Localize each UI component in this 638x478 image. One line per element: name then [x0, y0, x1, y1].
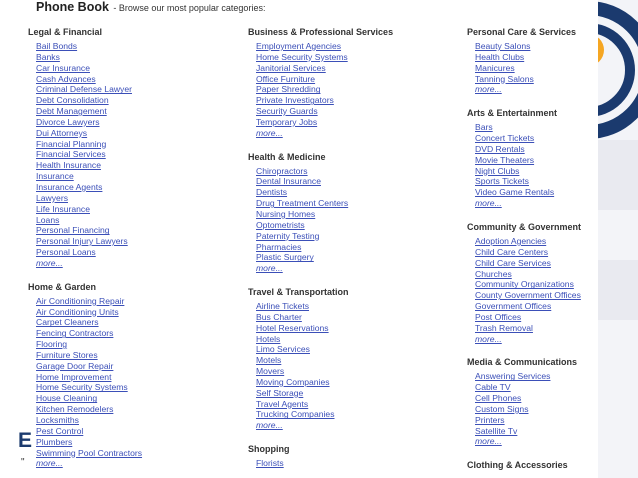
category-link-cable-tv[interactable]: Cable TV [475, 382, 511, 393]
category-link-paternity-testing[interactable]: Paternity Testing [256, 230, 320, 241]
list-item [256, 242, 448, 253]
category-link-lawyers[interactable]: Lawyers [36, 192, 68, 203]
category-link-home-security-systems[interactable]: Home Security Systems [36, 382, 128, 393]
category-link-sports-tickets[interactable]: Sports Tickets [475, 176, 529, 187]
category-link-air-conditioning-units[interactable]: Air Conditioning Units [36, 306, 119, 317]
category-link-trucking-companies[interactable]: Trucking Companies [256, 409, 335, 420]
category-link-dental-insurance[interactable]: Dental Insurance [256, 176, 321, 187]
category-link-private-investigators[interactable]: Private Investigators [256, 95, 334, 106]
list-item [36, 149, 228, 160]
category-link-printers[interactable]: Printers [475, 414, 505, 425]
category-title: Legal & Financial [28, 27, 103, 37]
list-item [475, 247, 598, 258]
background-band [595, 140, 638, 210]
list-item [475, 404, 598, 415]
more-link[interactable]: more... [475, 436, 502, 447]
list-item [36, 106, 228, 117]
list-item [256, 377, 448, 388]
category-personal-care-and-services [467, 27, 598, 95]
category-link-post-offices[interactable]: Post Offices [475, 311, 522, 322]
list-item [256, 252, 448, 263]
list-item [36, 160, 228, 171]
cropped-mark: " [21, 457, 25, 468]
category-link-government-offices[interactable]: Government Offices [475, 301, 552, 312]
category-links [467, 371, 598, 447]
list-item [36, 448, 228, 459]
category-link-life-insurance[interactable]: Life Insurance [36, 203, 90, 214]
category-link-custom-signs[interactable]: Custom Signs [475, 403, 529, 414]
category-arts-and-entertainment [467, 108, 598, 209]
list-item [475, 371, 598, 382]
more-link[interactable]: more... [256, 127, 283, 138]
category-title: Travel & Transportation [248, 287, 349, 298]
list-item [36, 63, 228, 74]
category-link-pharmacies[interactable]: Pharmacies [256, 241, 302, 252]
list-item [36, 328, 228, 339]
list-item [256, 128, 448, 139]
more-link[interactable]: more... [36, 257, 63, 268]
list-item [36, 317, 228, 328]
category-link-janitorial-services[interactable]: Janitorial Services [256, 62, 326, 73]
category-link-insurance[interactable]: Insurance [36, 171, 74, 182]
category-link-security-guards[interactable]: Security Guards [256, 106, 318, 117]
category-links [248, 301, 448, 431]
more-link[interactable]: more... [256, 420, 283, 431]
list-item [475, 415, 598, 426]
list-item [256, 420, 448, 431]
list-item [36, 458, 228, 469]
list-item [256, 344, 448, 355]
list-item [475, 74, 598, 85]
category-title: Health & Medicine [248, 151, 326, 162]
list-item [256, 458, 448, 469]
category-shopping [248, 444, 448, 469]
category-link-manicures[interactable]: Manicures [475, 62, 515, 73]
category-link-financial-planning[interactable]: Financial Planning [36, 138, 107, 149]
list-item [36, 171, 228, 182]
list-item [475, 176, 598, 187]
list-item [475, 41, 598, 52]
category-link-motels[interactable]: Motels [256, 355, 282, 366]
category-link-house-cleaning[interactable]: House Cleaning [36, 393, 98, 404]
list-item [256, 106, 448, 117]
list-item [36, 193, 228, 204]
category-link-optometrists[interactable]: Optometrists [256, 219, 305, 230]
list-item [36, 339, 228, 350]
list-item [256, 323, 448, 334]
cropped-left-fragment [0, 425, 33, 478]
list-item [36, 258, 228, 269]
category-link-florists[interactable]: Florists [256, 458, 284, 469]
category-link-kitchen-remodelers[interactable]: Kitchen Remodelers [36, 404, 114, 415]
list-item [475, 133, 598, 144]
category-link-health-insurance[interactable]: Health Insurance [36, 160, 101, 171]
category-home-and-garden [28, 282, 228, 470]
list-item [256, 399, 448, 410]
list-item [256, 355, 448, 366]
category-clothing-and-accessories [467, 460, 598, 471]
list-item [475, 236, 598, 247]
category-link-plumbers[interactable]: Plumbers [36, 436, 73, 447]
list-item [475, 290, 598, 301]
category-link-plastic-surgery[interactable]: Plastic Surgery [256, 252, 314, 263]
background-band [595, 260, 638, 320]
category-link-answering-services[interactable]: Answering Services [475, 371, 551, 382]
list-item [256, 84, 448, 95]
list-item [256, 187, 448, 198]
list-item [475, 436, 598, 447]
category-link-cell-phones[interactable]: Cell Phones [475, 393, 522, 404]
list-item [256, 312, 448, 323]
category-legal-and-financial [28, 27, 228, 269]
category-link-chiropractors[interactable]: Chiropractors [256, 165, 308, 176]
category-link-car-insurance[interactable]: Car Insurance [36, 62, 90, 73]
category-link-airline-tickets[interactable]: Airline Tickets [256, 301, 310, 312]
list-item [256, 176, 448, 187]
list-item [36, 128, 228, 139]
list-item [36, 52, 228, 63]
category-link-fencing-contractors[interactable]: Fencing Contractors [36, 328, 114, 339]
category-link-bail-bonds[interactable]: Bail Bonds [36, 41, 78, 51]
list-item [36, 350, 228, 361]
category-link-home-security-systems[interactable]: Home Security Systems [256, 51, 348, 62]
category-title: Home & Garden [28, 281, 97, 292]
category-media-and-communications [467, 357, 598, 447]
list-item [256, 41, 448, 52]
list-item [256, 334, 448, 345]
more-link[interactable]: more... [475, 198, 502, 209]
category-link-locksmiths[interactable]: Locksmiths [36, 415, 79, 425]
list-item [475, 84, 598, 95]
category-title: Business & Professional Services [248, 27, 394, 37]
category-links [467, 236, 598, 344]
category-title: Personal Care & Services [467, 27, 577, 37]
list-item [36, 361, 228, 372]
more-link[interactable]: more... [36, 458, 63, 469]
list-item [256, 301, 448, 312]
category-link-trash-removal[interactable]: Trash Removal [475, 322, 533, 333]
category-links [28, 296, 228, 470]
list-item [256, 263, 448, 274]
category-link-paper-shredding[interactable]: Paper Shredding [256, 84, 321, 95]
list-item [36, 215, 228, 226]
category-link-debt-management[interactable]: Debt Management [36, 106, 107, 117]
category-link-limo-services[interactable]: Limo Services [256, 344, 310, 355]
list-item [36, 415, 228, 426]
list-item [256, 63, 448, 74]
category-link-garage-door-repair[interactable]: Garage Door Repair [36, 360, 114, 371]
category-business-and-professional-services [248, 27, 448, 139]
category-links [467, 122, 598, 209]
category-link-swimming-pool-contractors[interactable]: Swimming Pool Contractors [36, 447, 143, 458]
category-link-flooring[interactable]: Flooring [36, 339, 68, 350]
category-column [248, 27, 448, 478]
list-item [36, 74, 228, 85]
list-item [36, 225, 228, 236]
category-link-office-furniture[interactable]: Office Furniture [256, 73, 316, 84]
list-item [36, 393, 228, 404]
list-item [475, 144, 598, 155]
category-link-moving-companies[interactable]: Moving Companies [256, 376, 330, 387]
category-link-personal-loans[interactable]: Personal Loans [36, 247, 96, 258]
list-item [36, 382, 228, 393]
page-subtitle: - Browse our most popular categories: [113, 3, 266, 13]
list-item [475, 122, 598, 133]
category-column [467, 27, 598, 478]
category-links [467, 41, 598, 95]
category-link-divorce-lawyers[interactable]: Divorce Lawyers [36, 116, 100, 127]
category-link-video-game-rentals[interactable]: Video Game Rentals [475, 187, 555, 198]
category-link-debt-consolidation[interactable]: Debt Consolidation [36, 95, 109, 106]
category-link-loans[interactable]: Loans [36, 214, 60, 225]
category-links [28, 41, 228, 269]
list-item [256, 95, 448, 106]
category-title: Clothing & Accessories [467, 460, 568, 471]
list-item [36, 307, 228, 318]
category-link-satellite-tv[interactable]: Satellite Tv [475, 425, 518, 436]
category-link-home-improvement[interactable]: Home Improvement [36, 371, 112, 382]
category-link-movie-theaters[interactable]: Movie Theaters [475, 154, 535, 165]
list-item [475, 155, 598, 166]
category-link-community-organizations[interactable]: Community Organizations [475, 279, 574, 290]
category-title: Community & Government [467, 221, 582, 232]
category-community-and-government [467, 222, 598, 344]
list-item [475, 258, 598, 269]
list-item [256, 220, 448, 231]
list-item [475, 301, 598, 312]
category-link-self-storage[interactable]: Self Storage [256, 387, 304, 398]
list-item [475, 393, 598, 404]
category-link-bars[interactable]: Bars [475, 122, 493, 133]
category-link-personal-financing[interactable]: Personal Financing [36, 225, 110, 236]
list-item [256, 52, 448, 63]
list-item [475, 279, 598, 290]
category-link-concert-tickets[interactable]: Concert Tickets [475, 133, 535, 144]
list-item [256, 74, 448, 85]
more-link[interactable]: more... [475, 84, 502, 95]
category-links [248, 41, 448, 139]
cropped-letter: E [18, 429, 33, 452]
category-links [248, 458, 448, 469]
category-link-drug-treatment-centers[interactable]: Drug Treatment Centers [256, 198, 349, 209]
category-link-hotels[interactable]: Hotels [256, 333, 281, 344]
category-link-child-care-services[interactable]: Child Care Services [475, 257, 551, 268]
list-item [475, 52, 598, 63]
list-item [256, 209, 448, 220]
list-item [475, 382, 598, 393]
category-link-dvd-rentals[interactable]: DVD Rentals [475, 143, 525, 154]
list-item [36, 247, 228, 258]
category-title: Media & Communications [467, 357, 578, 368]
category-travel-and-transportation [248, 287, 448, 431]
list-item [256, 409, 448, 420]
category-link-tanning-salons[interactable]: Tanning Salons [475, 73, 534, 84]
list-item [256, 388, 448, 399]
category-link-temporary-jobs[interactable]: Temporary Jobs [256, 116, 318, 127]
list-item [256, 198, 448, 209]
list-item [475, 187, 598, 198]
list-item [256, 166, 448, 177]
category-link-carpet-cleaners[interactable]: Carpet Cleaners [36, 317, 99, 328]
category-link-financial-services[interactable]: Financial Services [36, 149, 106, 160]
category-link-travel-agents[interactable]: Travel Agents [256, 398, 309, 409]
category-link-night-clubs[interactable]: Night Clubs [475, 165, 520, 176]
category-link-banks[interactable]: Banks [36, 51, 60, 62]
category-title: Arts & Entertainment [467, 108, 558, 119]
list-item [36, 296, 228, 307]
list-item [36, 41, 228, 52]
page-title: Phone Book [36, 0, 109, 14]
list-item [36, 404, 228, 415]
list-item [256, 231, 448, 242]
category-link-cash-advances[interactable]: Cash Advances [36, 73, 96, 84]
category-link-pest-control[interactable]: Pest Control [36, 425, 84, 436]
category-link-churches[interactable]: Churches [475, 268, 512, 279]
category-health-and-medicine [248, 152, 448, 274]
list-item [36, 372, 228, 383]
list-item [475, 269, 598, 280]
list-item [475, 323, 598, 334]
category-link-county-government-offices[interactable]: County Government Offices [475, 290, 581, 301]
list-item [36, 117, 228, 128]
list-item [475, 334, 598, 345]
category-link-employment-agencies[interactable]: Employment Agencies [256, 41, 342, 51]
category-link-beauty-salons[interactable]: Beauty Salons [475, 41, 531, 51]
category-link-nursing-homes[interactable]: Nursing Homes [256, 208, 316, 219]
category-link-hotel-reservations[interactable]: Hotel Reservations [256, 322, 329, 333]
list-item [36, 426, 228, 437]
page-header [36, 0, 265, 16]
category-link-health-clubs[interactable]: Health Clubs [475, 51, 525, 62]
list-item [475, 426, 598, 437]
list-item [475, 166, 598, 177]
category-links [248, 166, 448, 274]
list-item [256, 117, 448, 128]
list-item [36, 139, 228, 150]
category-link-child-care-centers[interactable]: Child Care Centers [475, 246, 549, 257]
list-item [475, 198, 598, 209]
category-link-dui-attorneys[interactable]: Dui Attorneys [36, 127, 88, 138]
category-column [28, 27, 228, 478]
more-link[interactable]: more... [256, 263, 283, 274]
list-item [256, 366, 448, 377]
list-item [36, 204, 228, 215]
category-link-adoption-agencies[interactable]: Adoption Agencies [475, 235, 547, 246]
category-title: Shopping [248, 444, 290, 455]
category-link-furniture-stores[interactable]: Furniture Stores [36, 349, 98, 360]
list-item [475, 63, 598, 74]
more-link[interactable]: more... [475, 333, 502, 344]
category-link-air-conditioning-repair[interactable]: Air Conditioning Repair [36, 295, 125, 306]
category-link-dentists[interactable]: Dentists [256, 187, 288, 198]
list-item [36, 437, 228, 448]
category-link-criminal-defense-lawyer[interactable]: Criminal Defense Lawyer [36, 84, 132, 95]
list-item [475, 312, 598, 323]
list-item [36, 84, 228, 95]
category-link-bus-charter[interactable]: Bus Charter [256, 311, 302, 322]
category-link-personal-injury-lawyers[interactable]: Personal Injury Lawyers [36, 236, 128, 247]
list-item [36, 236, 228, 247]
category-link-insurance-agents[interactable]: Insurance Agents [36, 181, 103, 192]
list-item [36, 95, 228, 106]
category-link-movers[interactable]: Movers [256, 366, 285, 377]
list-item [36, 182, 228, 193]
